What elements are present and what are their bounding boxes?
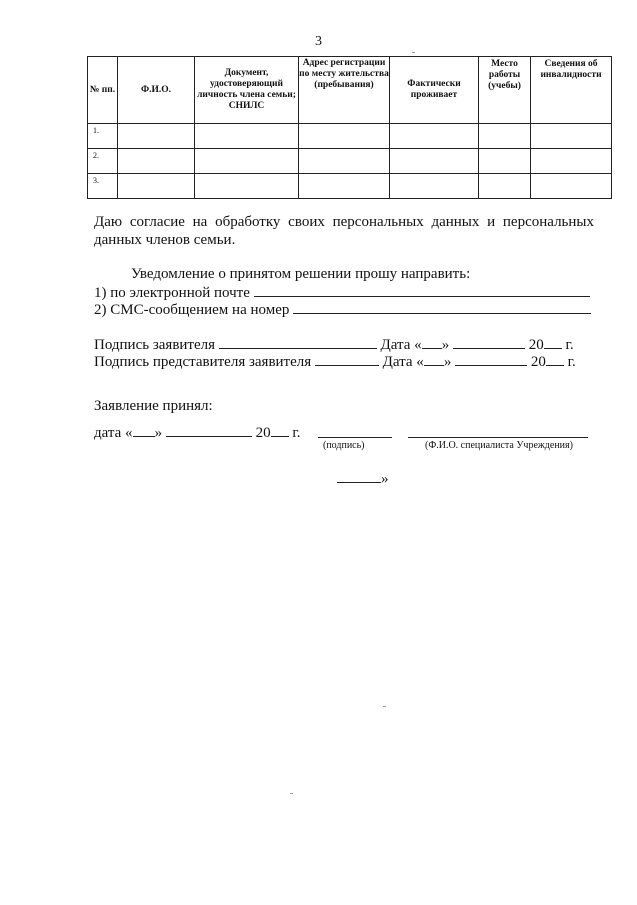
- quote-close: »: [154, 425, 163, 441]
- year-suffix: г.: [567, 354, 576, 370]
- header-workplace: Место работы (учебы): [479, 57, 531, 124]
- applicant-signature-field[interactable]: [219, 335, 377, 349]
- year-field[interactable]: [544, 335, 562, 349]
- cell-actual-residence[interactable]: [390, 124, 479, 149]
- received-date-row: [94, 423, 301, 442]
- cell-disability[interactable]: [531, 174, 612, 199]
- representative-signature-field[interactable]: [315, 352, 379, 366]
- received-month-field[interactable]: [166, 423, 252, 437]
- quote-close: »: [443, 354, 452, 370]
- cell-address[interactable]: [299, 124, 390, 149]
- page-number: 3: [315, 34, 322, 49]
- sms-option-row: [94, 300, 591, 319]
- year-field[interactable]: [546, 352, 564, 366]
- header-address: Адрес регистрации по месту жительства (пребывания): [299, 57, 390, 124]
- cell-actual-residence[interactable]: [390, 174, 479, 199]
- received-year-field[interactable]: [271, 423, 289, 437]
- footer-blank-field: [337, 469, 381, 483]
- cell-workplace[interactable]: [479, 149, 531, 174]
- year-prefix: 20: [528, 337, 544, 353]
- applicant-signature-label: Подпись заявителя: [94, 337, 216, 353]
- row-number: 2.: [88, 149, 118, 174]
- cell-address[interactable]: [299, 149, 390, 174]
- cell-disability[interactable]: [531, 124, 612, 149]
- month-field[interactable]: [455, 352, 527, 366]
- consent-paragraph: Даю согласие на обработку своих персональных данных и персональных данных членов семьи.: [94, 214, 594, 248]
- cell-full-name[interactable]: [118, 174, 195, 199]
- quote-close: »: [441, 337, 450, 353]
- scan-speck: [290, 793, 293, 794]
- scan-speck: [412, 52, 415, 53]
- year-suffix: г.: [565, 337, 574, 353]
- header-disability: Сведения об инвалидности: [531, 57, 612, 124]
- header-full-name: Ф.И.О.: [118, 57, 195, 124]
- day-field[interactable]: [424, 352, 444, 366]
- received-year-suffix: г.: [292, 425, 301, 441]
- email-field[interactable]: [254, 283, 590, 297]
- month-field[interactable]: [453, 335, 525, 349]
- cell-workplace[interactable]: [479, 174, 531, 199]
- cell-actual-residence[interactable]: [390, 149, 479, 174]
- date-label: Дата «: [380, 337, 422, 353]
- table-header-row: [88, 57, 612, 124]
- notification-heading: Уведомление о принятом решении прошу направить:: [131, 266, 471, 282]
- header-actual-residence: Фактически проживает: [390, 57, 479, 124]
- table-row: [88, 149, 612, 174]
- cell-document[interactable]: [195, 174, 299, 199]
- cell-full-name[interactable]: [118, 149, 195, 174]
- row-number: 1.: [88, 124, 118, 149]
- footer-mark-row: [337, 469, 389, 488]
- specialist-caption: (Ф.И.О. специалиста Учреждения): [425, 440, 573, 451]
- day-field[interactable]: [422, 335, 442, 349]
- table-row: [88, 174, 612, 199]
- cell-full-name[interactable]: [118, 124, 195, 149]
- received-date-label: дата «: [94, 425, 133, 441]
- signature-caption: (подпись): [323, 440, 365, 451]
- email-option-label: 1) по электронной почте: [94, 285, 250, 301]
- cell-address[interactable]: [299, 174, 390, 199]
- year-prefix: 20: [530, 354, 546, 370]
- receiver-signature-field[interactable]: [318, 424, 392, 438]
- receiver-name-field[interactable]: [408, 424, 588, 438]
- row-number: 3.: [88, 174, 118, 199]
- phone-number-field[interactable]: [293, 300, 591, 314]
- representative-signature-row: [94, 352, 576, 371]
- cell-document[interactable]: [195, 149, 299, 174]
- cell-disability[interactable]: [531, 149, 612, 174]
- family-members-table: [87, 56, 612, 199]
- header-number: № пп.: [88, 57, 118, 124]
- cell-document[interactable]: [195, 124, 299, 149]
- table-row: [88, 124, 612, 149]
- header-document: Документ, удостоверяющий личность члена семьи; СНИЛС: [195, 57, 299, 124]
- footer-mark: »: [381, 471, 389, 487]
- sms-option-label: 2) СМС-сообщением на номер: [94, 302, 290, 318]
- received-day-field[interactable]: [133, 423, 155, 437]
- date-label: Дата «: [382, 354, 424, 370]
- received-year-prefix: 20: [255, 425, 271, 441]
- received-label: Заявление принял:: [94, 398, 213, 414]
- representative-signature-label: Подпись представителя заявителя: [94, 354, 312, 370]
- cell-workplace[interactable]: [479, 124, 531, 149]
- scan-speck: [383, 706, 386, 707]
